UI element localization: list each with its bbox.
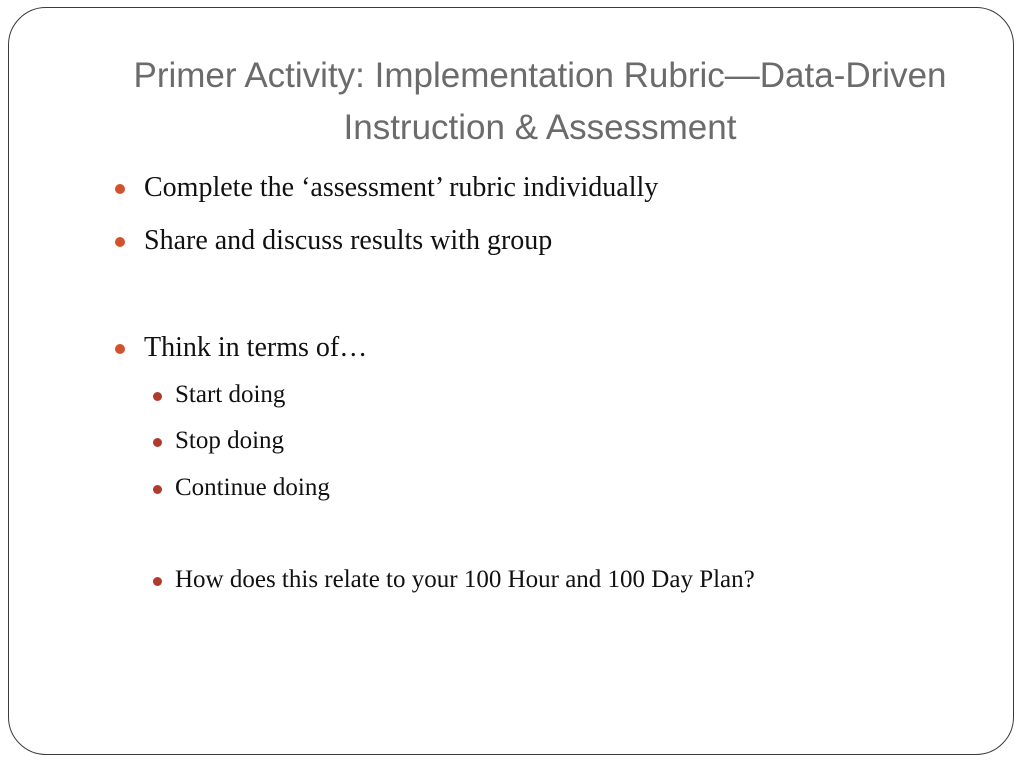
- sub-bullet-text: Continue doing: [175, 474, 330, 501]
- sub-bullet-dot-icon: [153, 485, 162, 494]
- sub-bullet-text: Stop doing: [175, 427, 285, 454]
- bullet-dot-icon: [115, 237, 125, 247]
- slide-title: Primer Activity: Implementation Rubric—Data-Driven Instruction & Assessment: [133, 56, 947, 147]
- sub-bullet-text: Start doing: [175, 381, 286, 408]
- bullet-dot-icon: [115, 184, 125, 194]
- bullet-text: Complete the ‘assessment’ rubric individually: [144, 172, 659, 203]
- bullet-text: Think in terms of…: [144, 332, 368, 363]
- sub-bullet-dot-icon: [153, 438, 162, 447]
- bullet-text: Share and discuss results with group: [144, 225, 553, 256]
- sub-bullet-dot-icon: [153, 577, 162, 586]
- bullet-dot-icon: [115, 344, 125, 354]
- sub-bullet-dot-icon: [153, 392, 162, 401]
- sub-bullet-text: How does this relate to your 100 Hour and 100 Day Plan?: [175, 566, 755, 593]
